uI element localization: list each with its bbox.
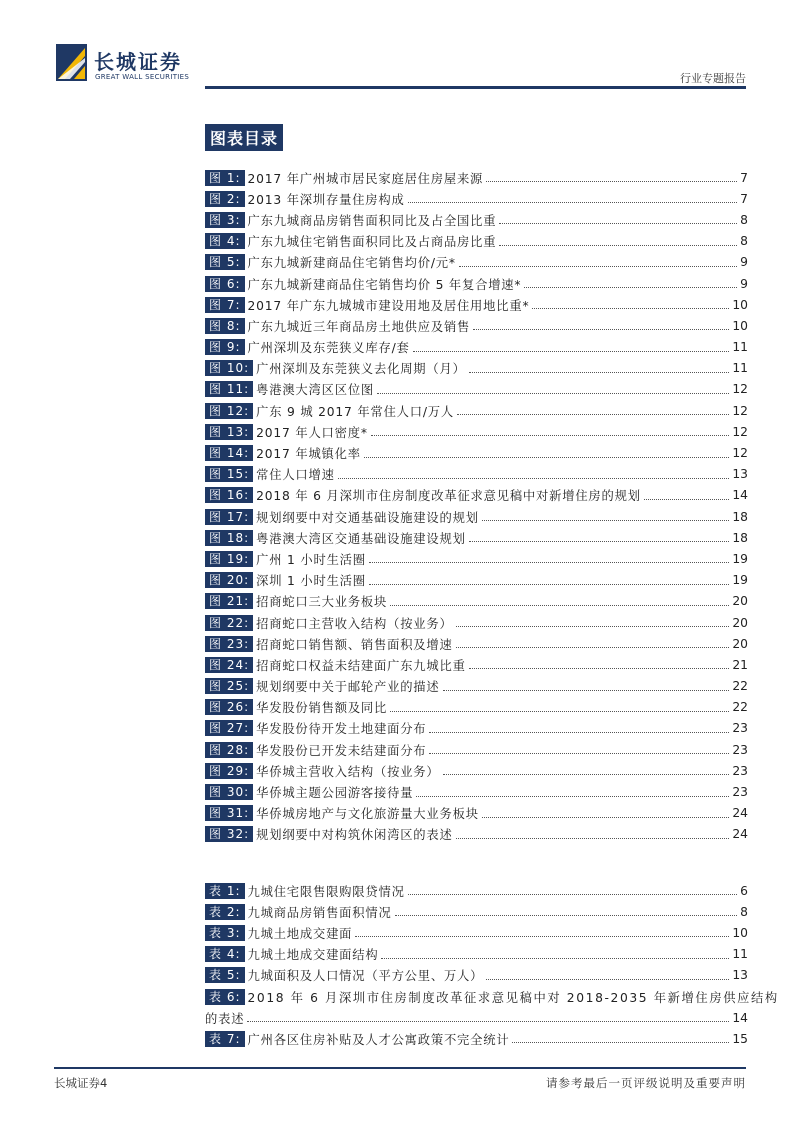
entry-title: 九城商品房销售面积情况 (247, 905, 392, 920)
entry-page-number: 10 (732, 297, 748, 312)
entry-page-number: 8 (740, 212, 748, 227)
dot-leader (369, 562, 729, 563)
entry-page-number: 24 (732, 806, 748, 821)
dot-leader (377, 393, 729, 394)
entry-page-number: 9 (740, 276, 748, 291)
dot-leader (486, 979, 729, 980)
figure-entry[interactable] (205, 506, 748, 527)
dot-leader (482, 520, 730, 521)
entry-title: 规划纲要中对构筑休闲湾区的表述 (256, 828, 453, 843)
entry-page-number: 22 (732, 679, 748, 694)
entry-label: 图 2: (205, 191, 245, 207)
entry-title: 招商蛇口权益未结建面广东九城比重 (256, 658, 466, 673)
entry-page-number: 10 (732, 925, 748, 940)
entry-title: 2018 年 6 月深圳市住房制度改革征求意见稿中对新增住房的规划 (256, 489, 641, 504)
entry-title: 招商蛇口主营收入结构（按业务） (256, 616, 453, 631)
brand-name-en: GREAT WALL SECURITIES (95, 73, 190, 81)
entry-label: 图 32: (205, 826, 253, 842)
entry-page-number: 11 (732, 340, 748, 355)
entry-page-number: 10 (732, 318, 748, 333)
dot-leader (512, 1042, 729, 1043)
entry-title: 九城土地成交建面结构 (247, 948, 379, 963)
figure-entry[interactable] (205, 676, 748, 697)
entry-label: 图 13: (205, 424, 253, 440)
table-list (205, 880, 779, 1050)
entry-title: 广东九城近三年商品房土地供应及销售 (247, 319, 471, 334)
figure-entry[interactable] (205, 824, 748, 845)
entry-label: 图 17: (205, 509, 253, 525)
table-entry[interactable] (205, 944, 748, 965)
entry-page-number: 12 (732, 446, 748, 461)
dot-leader (456, 626, 730, 627)
dot-leader (469, 372, 730, 373)
entry-title: 广州深圳及东莞狭义库存/套 (247, 341, 410, 356)
figure-entry[interactable] (205, 379, 748, 400)
dot-leader (532, 308, 729, 309)
entry-page-number: 8 (740, 904, 748, 919)
dot-leader (364, 457, 730, 458)
entry-label: 图 29: (205, 763, 253, 779)
entry-label: 图 12: (205, 403, 253, 419)
entry-label: 图 21: (205, 593, 253, 609)
entry-title: 广东九城商品房销售面积同比及占全国比重 (247, 213, 497, 228)
figure-entry[interactable] (205, 548, 748, 569)
entry-page-number: 20 (732, 594, 748, 609)
entry-title: 招商蛇口三大业务板块 (256, 595, 388, 610)
table-entry[interactable] (205, 922, 748, 943)
figure-entry[interactable] (205, 718, 748, 739)
entry-title-continued: 的表述 (205, 1011, 245, 1026)
entry-title: 深圳 1 小时生活圈 (256, 574, 366, 589)
figure-entry[interactable] (205, 591, 748, 612)
entry-title: 广东九城新建商品住宅销售均价/元* (247, 256, 456, 271)
entry-label: 表 4: (205, 946, 245, 962)
entry-label: 表 3: (205, 925, 245, 941)
section-title: 图表目录 (205, 124, 283, 151)
entry-label: 图 9: (205, 339, 245, 355)
entry-title: 广州各区住房补贴及人才公寓政策不完全统计 (247, 1032, 510, 1047)
entry-page-number: 11 (732, 361, 748, 376)
entry-page-number: 13 (732, 968, 748, 983)
entry-label: 图 1: (205, 170, 245, 186)
entry-label: 表 6: (205, 989, 245, 1005)
header-rule (205, 86, 746, 89)
entry-page-number: 19 (732, 551, 748, 566)
dot-leader (459, 266, 737, 267)
entry-title: 2017 年城镇化率 (256, 447, 361, 462)
entry-label: 表 7: (205, 1031, 245, 1047)
figure-entry[interactable] (205, 527, 748, 548)
figure-entry[interactable] (205, 273, 748, 294)
entry-label: 图 10: (205, 360, 253, 376)
dot-leader (443, 690, 730, 691)
entry-title: 广州 1 小时生活圈 (256, 552, 366, 567)
figure-entry[interactable] (205, 188, 748, 209)
dot-leader (371, 435, 730, 436)
footer-disclaimer: 请参考最后一页评级说明及重要声明 (546, 1076, 746, 1090)
dot-leader (395, 915, 738, 916)
entry-label: 图 16: (205, 487, 253, 503)
dot-leader (486, 181, 737, 182)
entry-page-number: 14 (732, 488, 748, 503)
entry-label: 图 30: (205, 784, 253, 800)
entry-page-number: 23 (732, 785, 748, 800)
entry-title: 九城土地成交建面 (247, 926, 353, 941)
dot-leader (469, 668, 730, 669)
figure-entry[interactable] (205, 633, 748, 654)
entry-title: 华发股份销售额及同比 (256, 701, 388, 716)
entry-title: 华侨城房地产与文化旅游量大业务板块 (256, 807, 479, 822)
entry-title: 华侨城主题公园游客接待量 (256, 786, 414, 801)
entry-page-number: 13 (732, 467, 748, 482)
dot-leader (416, 796, 729, 797)
entry-title: 2018 年 6 月深圳市住房制度改革征求意见稿中对 2018-2035 年新增住房供应结构 (247, 990, 779, 1005)
entry-title: 规划纲要中对交通基础设施建设的规划 (256, 510, 479, 525)
entry-page-number: 7 (740, 191, 748, 206)
entry-title: 粤港澳大湾区交通基础设施建设规划 (256, 531, 466, 546)
entry-label: 图 7: (205, 297, 245, 313)
figure-entry[interactable] (205, 252, 748, 273)
entry-label: 表 5: (205, 967, 245, 983)
entry-title: 九城住宅限售限购限贷情况 (247, 884, 405, 899)
entry-page-number: 20 (732, 636, 748, 651)
dot-leader (369, 584, 729, 585)
entry-page-number: 24 (732, 827, 748, 842)
entry-page-number: 9 (740, 255, 748, 270)
figure-entry[interactable] (205, 612, 748, 633)
figure-entry[interactable] (205, 485, 748, 506)
entry-label: 图 20: (205, 572, 253, 588)
figure-entry[interactable] (205, 697, 748, 718)
dot-leader (408, 894, 738, 895)
entry-page-number: 12 (732, 424, 748, 439)
dot-leader (247, 1021, 729, 1022)
entry-title: 常住人口增速 (256, 468, 335, 483)
entry-page-number: 20 (732, 615, 748, 630)
entry-label: 图 23: (205, 636, 253, 652)
entry-label: 图 3: (205, 212, 245, 228)
entry-title: 广东九城住宅销售面积同比及占商品房比重 (247, 235, 497, 250)
entry-page-number: 14 (732, 1010, 748, 1025)
figure-entry[interactable] (205, 464, 748, 485)
dot-leader (469, 541, 730, 542)
figure-entry[interactable] (205, 315, 748, 336)
entry-title: 2013 年深圳存量住房构成 (247, 192, 405, 207)
entry-page-number: 15 (732, 1031, 748, 1046)
dot-leader (381, 958, 729, 959)
entry-label: 图 26: (205, 699, 253, 715)
entry-label: 表 1: (205, 883, 245, 899)
table-entry[interactable] (205, 986, 779, 1028)
entry-title: 2017 年广东九城城市建设用地及居住用地比重* (247, 298, 530, 313)
entry-page-number: 22 (732, 700, 748, 715)
dot-leader (413, 351, 730, 352)
entry-title: 华发股份已开发未结建面分布 (256, 743, 427, 758)
figure-entry[interactable] (205, 167, 748, 188)
entry-label: 图 8: (205, 318, 245, 334)
table-entry[interactable] (205, 880, 748, 901)
dot-leader (408, 202, 738, 203)
entry-page-number: 8 (740, 234, 748, 249)
entry-page-number: 23 (732, 742, 748, 757)
entry-title: 2017 年人口密度* (256, 425, 368, 440)
entry-title: 2017 年广州城市居民家庭居住房屋来源 (247, 171, 484, 186)
entry-label: 图 14: (205, 445, 253, 461)
figure-entry[interactable] (205, 231, 748, 252)
entry-label: 图 24: (205, 657, 253, 673)
entry-title: 广东九城新建商品住宅销售均价 5 年复合增速* (247, 277, 522, 292)
footer-brand: 长城证券4 (54, 1076, 108, 1090)
figure-entry[interactable] (205, 570, 748, 591)
entry-page-number: 21 (732, 657, 748, 672)
dot-leader (338, 478, 730, 479)
figure-entry[interactable] (205, 803, 748, 824)
entry-title: 华发股份待开发土地建面分布 (256, 722, 427, 737)
entry-page-number: 23 (732, 763, 748, 778)
figure-entry[interactable] (205, 781, 748, 802)
dot-leader (390, 711, 729, 712)
entry-title: 广东 9 城 2017 年常住人口/万人 (256, 404, 455, 419)
entry-label: 图 19: (205, 551, 253, 567)
report-type: 行业专题报告 (680, 72, 746, 85)
figure-entry[interactable] (205, 209, 748, 230)
dot-leader (482, 817, 730, 818)
entry-label: 图 6: (205, 276, 245, 292)
entry-label: 图 5: (205, 254, 245, 270)
dot-leader (456, 838, 730, 839)
figure-entry[interactable] (205, 294, 748, 315)
dot-leader (644, 499, 730, 500)
entry-title: 华侨城主营收入结构（按业务） (256, 764, 440, 779)
entry-page-number: 23 (732, 721, 748, 736)
figure-entry[interactable] (205, 337, 748, 358)
dot-leader (499, 245, 737, 246)
dot-leader (524, 287, 737, 288)
table-entry[interactable] (205, 965, 748, 986)
great-wall-logo-icon (56, 44, 87, 81)
entry-page-number: 12 (732, 382, 748, 397)
dot-leader (390, 605, 729, 606)
dot-leader (355, 936, 729, 937)
entry-title: 招商蛇口销售额、销售面积及增速 (256, 637, 453, 652)
dot-leader (499, 223, 737, 224)
figure-entry[interactable] (205, 400, 748, 421)
entry-label: 图 28: (205, 742, 253, 758)
entry-title: 规划纲要中关于邮轮产业的描述 (256, 680, 440, 695)
entry-label: 图 4: (205, 233, 245, 249)
entry-title: 粤港澳大湾区区位图 (256, 383, 375, 398)
dot-leader (429, 732, 729, 733)
entry-label: 图 27: (205, 720, 253, 736)
dot-leader (429, 753, 729, 754)
figure-entry[interactable] (205, 760, 748, 781)
entry-page-number: 19 (732, 573, 748, 588)
figure-entry[interactable] (205, 358, 748, 379)
figure-entry[interactable] (205, 739, 748, 760)
figure-entry[interactable] (205, 654, 748, 675)
entry-label: 图 18: (205, 530, 253, 546)
entry-page-number: 7 (740, 170, 748, 185)
dot-leader (443, 774, 730, 775)
entry-title: 广州深圳及东莞狭义去化周期（月） (256, 362, 466, 377)
table-entry[interactable] (205, 901, 748, 922)
footer-rule (54, 1067, 746, 1069)
entry-label: 图 31: (205, 805, 253, 821)
entry-page-number: 11 (732, 947, 748, 962)
entry-title: 九城面积及人口情况（平方公里、万人） (247, 969, 484, 984)
entry-page-number: 18 (732, 509, 748, 524)
table-entry[interactable] (205, 1028, 748, 1049)
dot-leader (457, 414, 729, 415)
dot-leader (473, 329, 729, 330)
entry-label: 表 2: (205, 904, 245, 920)
figure-entry[interactable] (205, 442, 748, 463)
entry-page-number: 18 (732, 530, 748, 545)
figure-entry[interactable] (205, 421, 748, 442)
entry-label: 图 25: (205, 678, 253, 694)
dot-leader (456, 647, 730, 648)
brand-name-cn: 长城证券 (94, 50, 182, 74)
entry-page-number: 6 (740, 883, 748, 898)
figure-list (205, 167, 748, 845)
entry-page-number: 12 (732, 403, 748, 418)
entry-label: 图 15: (205, 466, 253, 482)
entry-label: 图 11: (205, 381, 253, 397)
entry-label: 图 22: (205, 615, 253, 631)
